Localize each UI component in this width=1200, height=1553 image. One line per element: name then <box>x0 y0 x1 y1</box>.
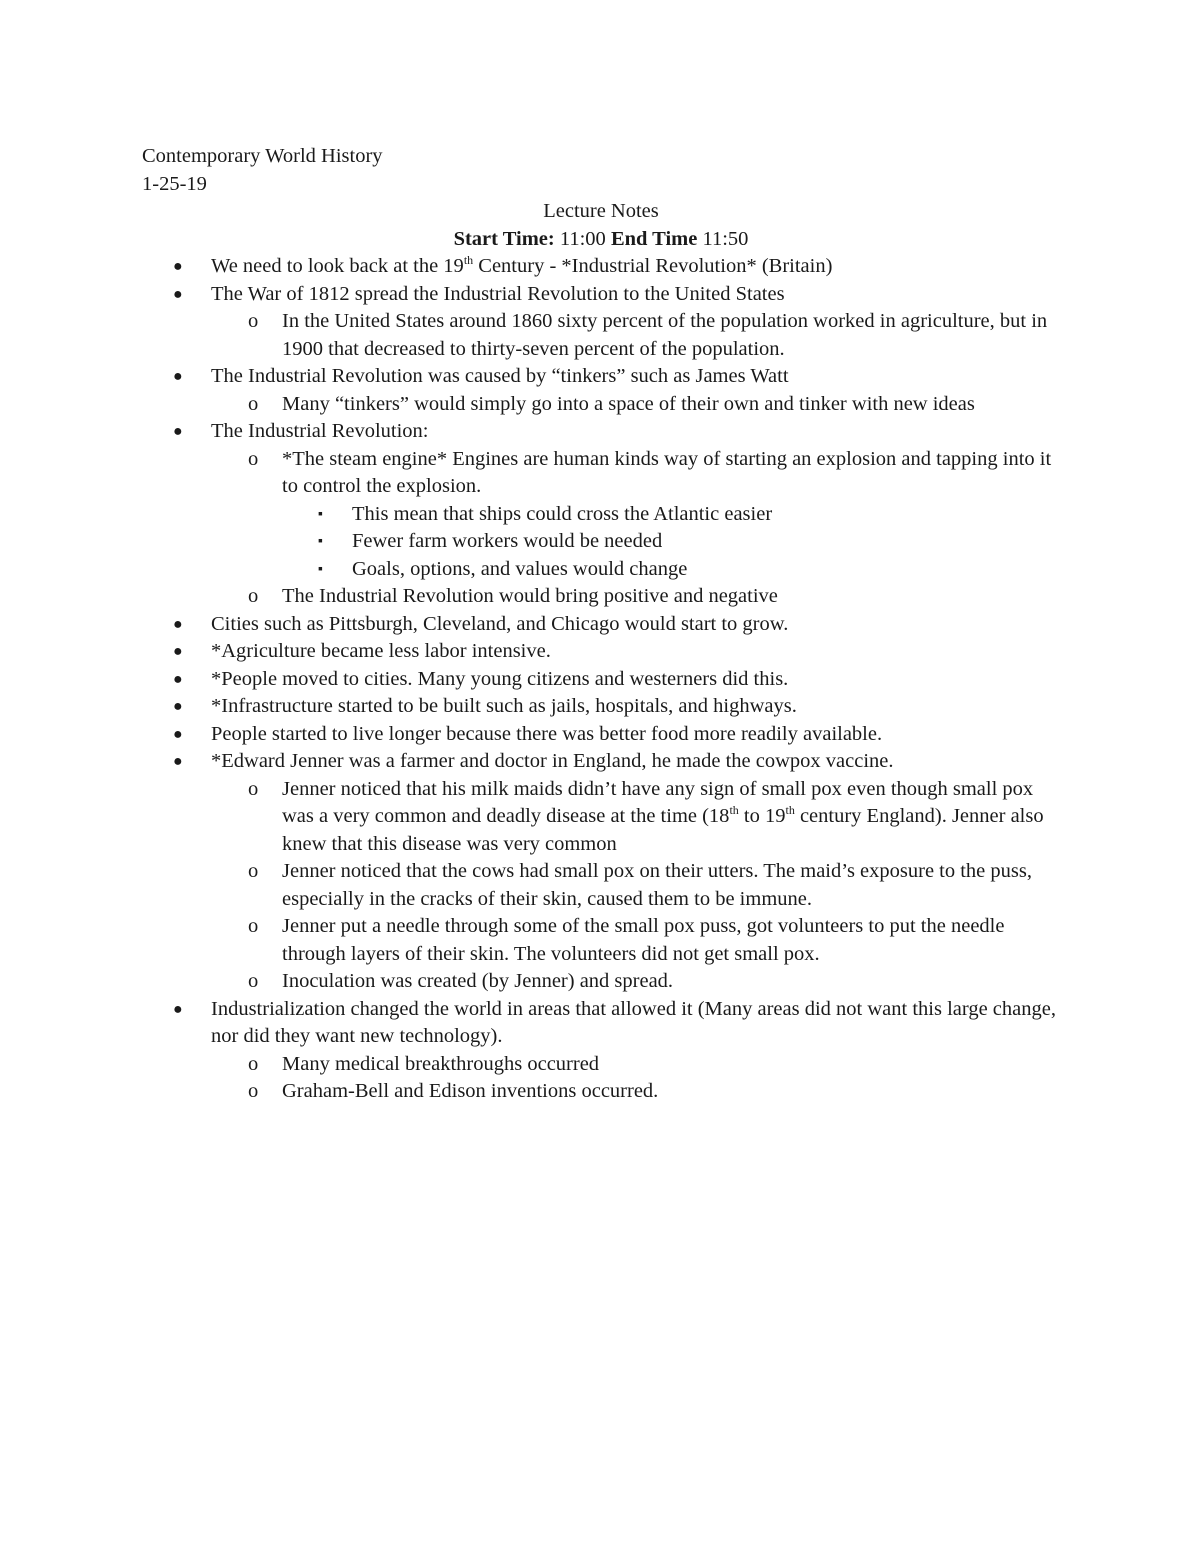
start-time-value: 11:00 <box>554 227 611 250</box>
bullet-icon: ● <box>173 285 183 303</box>
list-item: ● People started to live longer because there was better food more readily available. <box>142 721 1062 749</box>
list-item: ● *Infrastructure started to be built such as jails, hospitals, and highways. <box>142 693 1062 721</box>
sub-sub-list-item: ▪ This mean that ships could cross the Atlantic easier <box>142 501 1062 529</box>
sub-list-item: o Jenner noticed that his milk maids didn’t have any sign of small pox even though small pox was a very common and deadly disease at the time (18th to 19th century England). Jenner also knew that this disease was very common <box>248 777 1044 855</box>
sub-list-item: o *The steam engine* Engines are human kinds way of starting an explosion and tapping into it to control the explosion. <box>248 447 1052 497</box>
bullet-icon: ● <box>173 643 183 660</box>
list-item: ● Industrialization changed the world in areas that allowed it (Many areas did not want this large change, nor did they want new technology). <box>173 997 1056 1047</box>
end-time-value: 11:50 <box>697 227 749 250</box>
sub-list-item: o Many “tinkers” would simply go into a space of their own and tinker with new ideas <box>142 391 1062 419</box>
list-item: ● We need to look back at the 19th Century - *Industrial Revolution* (Britain) <box>142 253 1062 281</box>
bullet-icon: ● <box>173 725 183 743</box>
square-bullet-icon: ▪ <box>318 534 323 549</box>
list-item: ● *People moved to cities. Many young citizens and westerners did this. <box>142 666 1062 694</box>
circle-bullet-icon: o <box>248 1080 259 1102</box>
circle-bullet-icon: o <box>248 585 259 607</box>
circle-bullet-icon: o <box>248 915 259 937</box>
bullet-icon: ● <box>173 258 183 275</box>
square-bullet-icon: ▪ <box>318 561 323 577</box>
bullet-icon: ● <box>173 368 183 385</box>
sub-list-item: o Jenner put a needle through some of the small pox puss, got volunteers to put the needle through layers of their skin. The volunteers did not get small pox. <box>248 915 1005 965</box>
course-name: Contemporary World History <box>142 145 383 167</box>
lecture-date: 1-25-19 <box>142 172 207 195</box>
circle-bullet-icon: o <box>248 970 259 992</box>
lecture-notes-body <box>142 143 1062 1106</box>
circle-bullet-icon: o <box>248 1052 259 1075</box>
bullet-icon: ● <box>173 615 183 633</box>
list-item: ● Cities such as Pittsburgh, Cleveland, and Chicago would start to grow. <box>142 611 1062 639</box>
sub-list-item: o Many medical breakthroughs occurred <box>142 1051 1062 1079</box>
circle-bullet-icon: o <box>248 860 259 882</box>
notes-title: Lecture Notes <box>543 200 659 222</box>
start-time-label: Start Time: <box>453 227 555 250</box>
list-item: ● The War of 1812 spread the Industrial Revolution to the United States <box>142 281 1062 309</box>
circle-bullet-icon: o <box>248 310 259 332</box>
list-item: ● *Edward Jenner was a farmer and doctor in England, he made the cowpox vaccine. <box>142 748 1062 776</box>
bullet-icon: ● <box>173 698 183 715</box>
sub-sub-list-item: ▪ Fewer farm workers would be needed <box>142 528 1062 556</box>
notes-list <box>142 253 1062 1106</box>
sub-list-item: o Jenner noticed that the cows had small pox on their utters. The maid’s exposure to the puss, especially in the cracks of their skin, caused them to be immune. <box>248 860 1032 910</box>
bullet-icon: ● <box>173 1000 183 1018</box>
circle-bullet-icon: o <box>248 447 259 470</box>
bullet-icon: ● <box>173 670 183 688</box>
list-item: ● *Agriculture became less labor intensive. <box>142 638 1062 666</box>
end-time-label: End Time <box>610 227 698 250</box>
sub-sub-list-item: ▪ Goals, options, and values would change <box>142 556 1062 584</box>
square-bullet-icon: ▪ <box>318 506 323 522</box>
list-item: ● The Industrial Revolution was caused by “tinkers” such as James Watt <box>142 363 1062 391</box>
bullet-icon: ● <box>173 423 183 440</box>
sub-list-item: o In the United States around 1860 sixty percent of the population worked in agriculture, but in 1900 that decreased to thirty-seven percent of the population. <box>248 310 1048 360</box>
circle-bullet-icon: o <box>248 392 259 415</box>
bullet-icon: ● <box>173 753 183 770</box>
circle-bullet-icon: o <box>248 777 259 800</box>
sub-list-item: o The Industrial Revolution would bring positive and negative <box>142 583 1062 611</box>
time-range <box>142 226 1060 254</box>
sub-list-item: o Graham-Bell and Edison inventions occurred. <box>142 1078 1062 1106</box>
sub-list-item: o Inoculation was created (by Jenner) and spread. <box>142 968 1062 996</box>
list-item: ● The Industrial Revolution: <box>142 418 1062 446</box>
